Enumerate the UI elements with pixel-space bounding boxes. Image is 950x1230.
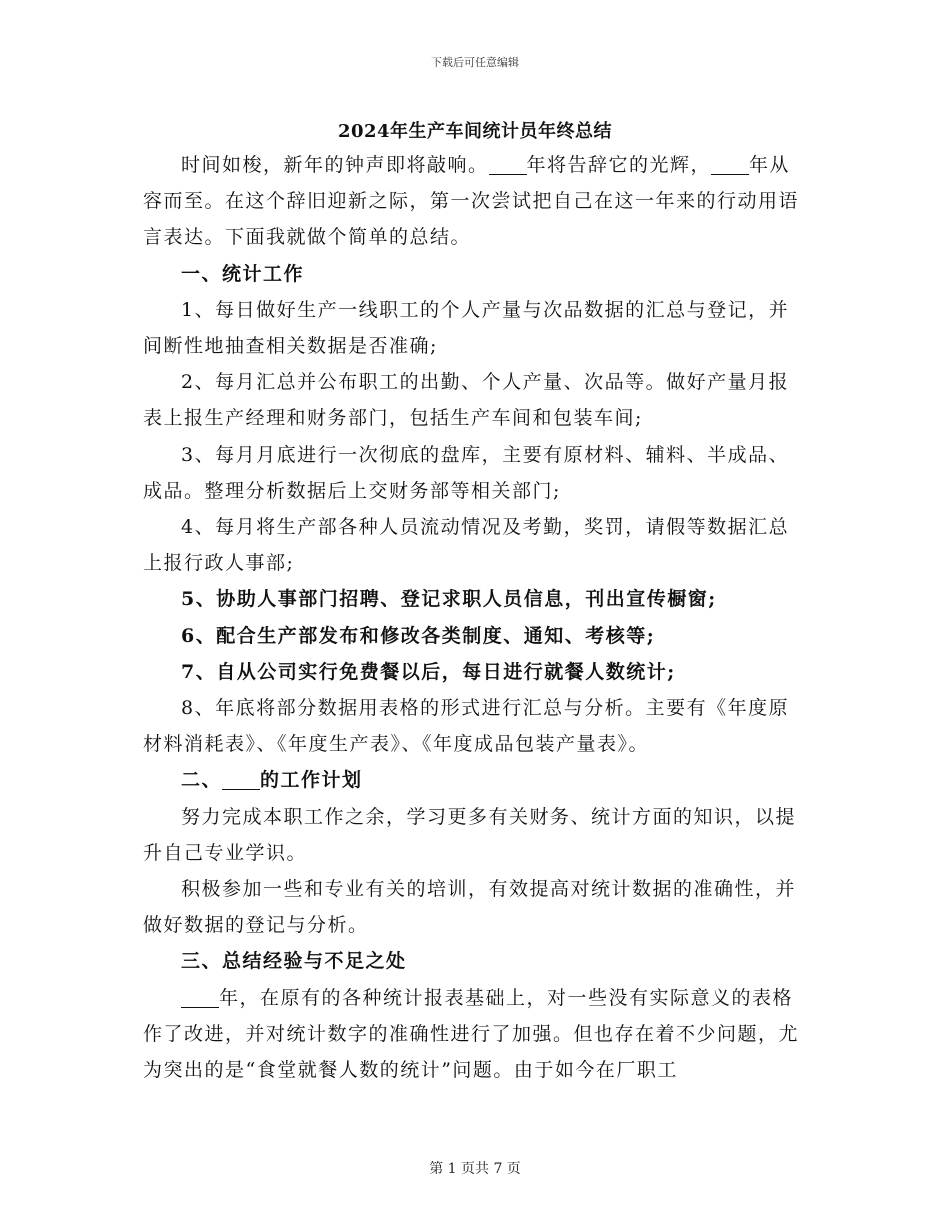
blank-underline (489, 154, 527, 175)
blank-underline (711, 154, 749, 175)
section-1-item-1: 1、每日做好生产一线职工的个人产量与次品数据的汇总与登记，并间断性地抽查相关数据是否准确; (143, 298, 790, 358)
document-title: 2024年生产车间统计员年终总结 (337, 121, 613, 142)
section-2-heading-suffix: 的工作计划 (260, 769, 363, 792)
section-3-paragraph-1-text: 年，在原有的各种统计报表基础上，对一些没有实际意义的表格作了改进，并对统计数字的准确性进行了加强。但也存在着不少问题，尤为突出的是“食堂就餐人数的统计”问题。由于如今在厂职工 (143, 986, 800, 1082)
document-body (143, 147, 808, 1088)
page-number-footer: 第 1 页共 7 页 (429, 1161, 521, 1177)
section-2-heading-prefix: 二、 (181, 769, 223, 792)
page-header-note: 下载后可任意编辑 (431, 56, 519, 69)
intro-paragraph (143, 147, 808, 256)
section-1-heading: 一、统计工作 (181, 262, 305, 285)
blank-underline (222, 769, 260, 790)
section-1-item-3: 3、每月月底进行一次彻底的盘库，主要有原材料、辅料、半成品、成品。整理分析数据后上交财务部等相关部门; (143, 443, 790, 502)
blank-underline (181, 987, 219, 1008)
section-1-item-4: 4、每月将生产部各种人员流动情况及考勤，奖罚，请假等数据汇总上报行政人事部; (143, 516, 790, 575)
section-2-paragraph-2: 积极参加一些和专业有关的培训，有效提高对统计数据的准确性，并做好数据的登记与分析。 (143, 878, 797, 937)
section-1-item-6: 6、配合生产部发布和修改各类制度、通知、考核等; (181, 624, 656, 647)
intro-part-1: 时间如梭，新年的钟声即将敲响。 (181, 154, 489, 176)
section-1-item-7: 7、自从公司实行免费餐以后，每日进行就餐人数统计; (181, 660, 676, 683)
section-2-heading (143, 762, 808, 798)
section-2-paragraph-1: 努力完成本职工作之余，学习更多有关财务、统计方面的知识，以提升自己专业学识。 (143, 805, 797, 864)
section-1-item-8: 8、年底将部分数据用表格的形式进行汇总与分析。主要有《年度原材料消耗表》、《年度生产表》、《年度成品包装产量表》。 (143, 697, 790, 756)
intro-part-3: 年从容而至。在这个辞旧迎新之际，第一次尝试把自己在这一年来的行动用语言表达。下面我就做个简单的总结。 (143, 154, 800, 249)
section-3-heading: 三、总结经验与不足之处 (181, 950, 407, 973)
section-1-item-5: 5、协助人事部门招聘、登记求职人员信息，刊出宣传橱窗; (181, 588, 717, 611)
section-3-paragraph-1 (143, 980, 808, 1089)
intro-part-2: 年将告辞它的光辉， (526, 154, 712, 176)
section-1-item-2: 2、每月汇总并公布职工的出勤、个人产量、次品等。做好产量月报表上报生产经理和财务部门，包括生产车间和包装车间; (143, 371, 790, 430)
